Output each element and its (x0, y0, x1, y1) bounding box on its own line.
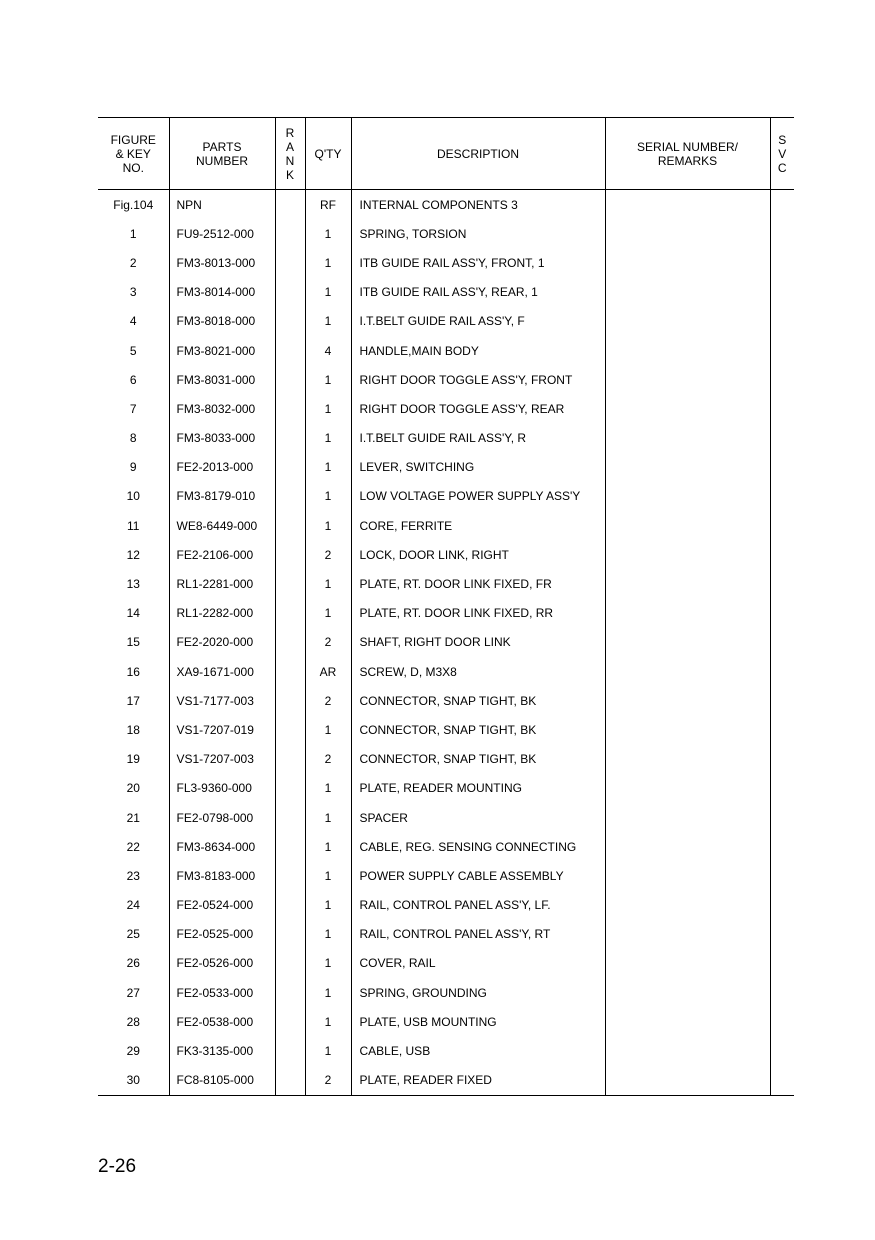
table-row (98, 540, 794, 569)
qty-cell: AR (305, 657, 351, 686)
part-number-cell: FM3-8183-000 (169, 861, 275, 890)
rank-cell (275, 1036, 305, 1065)
part-number-cell: FE2-0524-000 (169, 891, 275, 920)
qty-cell: 1 (305, 832, 351, 861)
figure-key-cell: 2 (129, 255, 137, 270)
rank-cell (275, 774, 305, 803)
header-line: Q'TY (314, 146, 342, 161)
header-line: PARTS (202, 139, 242, 154)
svc-cell (770, 861, 794, 890)
figure-key-cell: 23 (126, 868, 140, 883)
qty-cell: 1 (305, 803, 351, 832)
rank-cell (275, 394, 305, 423)
table-row (98, 482, 794, 511)
description-cell: CABLE, USB (351, 1036, 605, 1065)
svc-cell (770, 336, 794, 365)
rank-cell (275, 307, 305, 336)
rank-cell (275, 453, 305, 482)
serial-remarks-cell (605, 686, 770, 715)
header-line: REMARKS (657, 153, 718, 168)
header-description (351, 118, 605, 190)
rank-cell (275, 190, 305, 220)
qty-cell: 1 (305, 1007, 351, 1036)
qty-cell: 2 (305, 1066, 351, 1096)
qty-cell: 4 (305, 336, 351, 365)
qty-cell: 2 (305, 686, 351, 715)
serial-remarks-cell (605, 219, 770, 248)
rank-cell (275, 278, 305, 307)
description-cell: SPRING, GROUNDING (351, 978, 605, 1007)
description-cell: CORE, FERRITE (351, 511, 605, 540)
rank-cell (275, 715, 305, 744)
description-cell: SHAFT, RIGHT DOOR LINK (351, 628, 605, 657)
description-cell: PLATE, READER MOUNTING (351, 774, 605, 803)
header-line: & KEY (115, 146, 151, 161)
table-row (98, 394, 794, 423)
description-cell: CONNECTOR, SNAP TIGHT, BK (351, 715, 605, 744)
rank-cell (275, 920, 305, 949)
serial-remarks-cell (605, 599, 770, 628)
serial-remarks-cell (605, 978, 770, 1007)
header-qty (305, 118, 351, 190)
svc-cell (770, 949, 794, 978)
table-row (98, 365, 794, 394)
svc-cell (770, 1036, 794, 1065)
part-number-cell: VS1-7177-003 (169, 686, 275, 715)
table-row (98, 1007, 794, 1036)
table-row (98, 861, 794, 890)
svc-cell (770, 745, 794, 774)
svc-cell (770, 599, 794, 628)
part-number-cell: FE2-0526-000 (169, 949, 275, 978)
part-number-cell: FE2-0538-000 (169, 1007, 275, 1036)
rank-cell (275, 482, 305, 511)
qty-cell: 2 (305, 540, 351, 569)
rank-cell (275, 832, 305, 861)
description-cell: SPACER (351, 803, 605, 832)
figure-key-cell: 21 (126, 810, 140, 825)
svc-cell (770, 190, 794, 220)
page-number: 2-26 (98, 1156, 137, 1177)
table-row (98, 803, 794, 832)
figure-key-cell: 22 (126, 839, 140, 854)
description-cell: RIGHT DOOR TOGGLE ASS'Y, REAR (351, 394, 605, 423)
qty-cell: 1 (305, 1036, 351, 1065)
table-row (98, 190, 794, 220)
description-cell: PLATE, USB MOUNTING (351, 1007, 605, 1036)
header-line: FIGURE (110, 132, 156, 147)
serial-remarks-cell (605, 832, 770, 861)
serial-remarks-cell (605, 657, 770, 686)
header-rank (275, 118, 305, 190)
qty-cell: 1 (305, 365, 351, 394)
description-cell: CONNECTOR, SNAP TIGHT, BK (351, 745, 605, 774)
part-number-cell: FM3-8033-000 (169, 424, 275, 453)
figure-key-cell: 13 (126, 577, 140, 592)
part-number-cell: FE2-0525-000 (169, 920, 275, 949)
header-line: A (285, 139, 294, 154)
table-row (98, 248, 794, 277)
rank-cell (275, 599, 305, 628)
figure-key-cell: 26 (126, 956, 140, 971)
serial-remarks-cell (605, 803, 770, 832)
part-number-cell: FE2-2013-000 (169, 453, 275, 482)
table-row (98, 453, 794, 482)
svc-cell (770, 628, 794, 657)
serial-remarks-cell (605, 424, 770, 453)
table-row (98, 511, 794, 540)
description-cell: I.T.BELT GUIDE RAIL ASS'Y, R (351, 424, 605, 453)
svc-cell (770, 394, 794, 423)
figure-key-cell: 29 (126, 1044, 140, 1059)
svc-cell (770, 774, 794, 803)
qty-cell: 1 (305, 307, 351, 336)
part-number-cell: NPN (169, 190, 275, 220)
svc-cell (770, 569, 794, 598)
serial-remarks-cell (605, 745, 770, 774)
svc-cell (770, 1007, 794, 1036)
description-cell: SPRING, TORSION (351, 219, 605, 248)
svc-cell (770, 511, 794, 540)
svc-cell (770, 424, 794, 453)
description-cell: PLATE, RT. DOOR LINK FIXED, RR (351, 599, 605, 628)
qty-cell: 1 (305, 248, 351, 277)
table-row (98, 715, 794, 744)
description-cell: COVER, RAIL (351, 949, 605, 978)
part-number-cell: FM3-8021-000 (169, 336, 275, 365)
qty-cell: 1 (305, 891, 351, 920)
description-cell: LOW VOLTAGE POWER SUPPLY ASS'Y (351, 482, 605, 511)
part-number-cell: FE2-2106-000 (169, 540, 275, 569)
qty-cell: 1 (305, 599, 351, 628)
figure-key-cell: 8 (129, 431, 137, 446)
header-svc (770, 118, 794, 190)
figure-key-cell: 14 (126, 606, 140, 621)
rank-cell (275, 1007, 305, 1036)
qty-cell: 1 (305, 511, 351, 540)
table-row (98, 686, 794, 715)
header-line: R (285, 125, 295, 140)
svc-cell (770, 891, 794, 920)
qty-cell: 1 (305, 278, 351, 307)
part-number-cell: FM3-8013-000 (169, 248, 275, 277)
figure-key-cell: 4 (129, 314, 137, 329)
svc-cell (770, 365, 794, 394)
table-row (98, 949, 794, 978)
rank-cell (275, 365, 305, 394)
header-line: SERIAL NUMBER/ (637, 139, 738, 154)
parts-list-table (98, 117, 794, 1096)
svc-cell (770, 803, 794, 832)
serial-remarks-cell (605, 1036, 770, 1065)
part-number-cell: VS1-7207-003 (169, 745, 275, 774)
figure-key-cell: 17 (126, 693, 140, 708)
part-number-cell: FE2-0798-000 (169, 803, 275, 832)
part-number-cell: VS1-7207-019 (169, 715, 275, 744)
qty-cell: 2 (305, 628, 351, 657)
description-cell: LOCK, DOOR LINK, RIGHT (351, 540, 605, 569)
part-number-cell: RL1-2281-000 (169, 569, 275, 598)
description-cell: HANDLE,MAIN BODY (351, 336, 605, 365)
header-parts-number (169, 118, 275, 190)
figure-key-cell: 24 (126, 898, 140, 913)
description-cell: POWER SUPPLY CABLE ASSEMBLY (351, 861, 605, 890)
figure-key-cell: 10 (126, 489, 140, 504)
table-row (98, 628, 794, 657)
serial-remarks-cell (605, 336, 770, 365)
table-row (98, 336, 794, 365)
figure-key-cell: 12 (126, 547, 140, 562)
figure-key-cell: 5 (129, 343, 137, 358)
serial-remarks-cell (605, 920, 770, 949)
part-number-cell: RL1-2282-000 (169, 599, 275, 628)
header-line: NUMBER (195, 153, 248, 168)
svc-cell (770, 248, 794, 277)
description-cell: LEVER, SWITCHING (351, 453, 605, 482)
rank-cell (275, 1066, 305, 1096)
header-line: S (778, 132, 787, 147)
serial-remarks-cell (605, 540, 770, 569)
qty-cell: RF (305, 190, 351, 220)
serial-remarks-cell (605, 861, 770, 890)
description-cell: PLATE, READER FIXED (351, 1066, 605, 1096)
rank-cell (275, 686, 305, 715)
figure-key-cell: 20 (126, 781, 140, 796)
part-number-cell: FM3-8634-000 (169, 832, 275, 861)
header-line: NO. (122, 160, 144, 175)
serial-remarks-cell (605, 628, 770, 657)
qty-cell: 1 (305, 453, 351, 482)
svc-cell (770, 453, 794, 482)
table-row (98, 1066, 794, 1096)
figure-key-cell: 7 (129, 401, 137, 416)
description-cell: I.T.BELT GUIDE RAIL ASS'Y, F (351, 307, 605, 336)
part-number-cell: XA9-1671-000 (169, 657, 275, 686)
serial-remarks-cell (605, 891, 770, 920)
rank-cell (275, 336, 305, 365)
part-number-cell: FL3-9360-000 (169, 774, 275, 803)
svc-cell (770, 978, 794, 1007)
rank-cell (275, 803, 305, 832)
description-cell: RAIL, CONTROL PANEL ASS'Y, LF. (351, 891, 605, 920)
figure-key-cell: 11 (127, 518, 140, 533)
description-cell: PLATE, RT. DOOR LINK FIXED, FR (351, 569, 605, 598)
figure-key-cell: 3 (129, 285, 137, 300)
figure-key-cell: 19 (126, 752, 140, 767)
rank-cell (275, 978, 305, 1007)
svc-cell (770, 715, 794, 744)
qty-cell: 1 (305, 715, 351, 744)
figure-key-cell: 1 (129, 226, 137, 241)
figure-key-cell: 15 (126, 635, 140, 650)
table-row (98, 774, 794, 803)
table-row (98, 599, 794, 628)
qty-cell: 2 (305, 745, 351, 774)
serial-remarks-cell (605, 453, 770, 482)
rank-cell (275, 861, 305, 890)
qty-cell: 1 (305, 394, 351, 423)
serial-remarks-cell (605, 569, 770, 598)
svc-cell (770, 278, 794, 307)
table-row (98, 832, 794, 861)
figure-key-cell: 6 (129, 372, 137, 387)
rank-cell (275, 424, 305, 453)
rank-cell (275, 219, 305, 248)
rank-cell (275, 657, 305, 686)
serial-remarks-cell (605, 1007, 770, 1036)
table-row (98, 891, 794, 920)
header-figure-key-no (98, 118, 169, 190)
header-line: V (778, 146, 787, 161)
rank-cell (275, 248, 305, 277)
qty-cell: 1 (305, 861, 351, 890)
qty-cell: 1 (305, 949, 351, 978)
serial-remarks-cell (605, 365, 770, 394)
figure-key-cell: 16 (126, 664, 140, 679)
qty-cell: 1 (305, 774, 351, 803)
parts-list-body (98, 190, 794, 1096)
description-cell: CONNECTOR, SNAP TIGHT, BK (351, 686, 605, 715)
description-cell: ITB GUIDE RAIL ASS'Y, REAR, 1 (351, 278, 605, 307)
rank-cell (275, 540, 305, 569)
rank-cell (275, 569, 305, 598)
description-cell: INTERNAL COMPONENTS 3 (351, 190, 605, 220)
serial-remarks-cell (605, 482, 770, 511)
header-serial-number-remarks (605, 118, 770, 190)
qty-cell: 1 (305, 978, 351, 1007)
description-cell: CABLE, REG. SENSING CONNECTING (351, 832, 605, 861)
svc-cell (770, 307, 794, 336)
svc-cell (770, 832, 794, 861)
header-line: K (285, 167, 294, 182)
description-cell: SCREW, D, M3X8 (351, 657, 605, 686)
qty-cell: 1 (305, 424, 351, 453)
part-number-cell: FM3-8179-010 (169, 482, 275, 511)
description-cell: ITB GUIDE RAIL ASS'Y, FRONT, 1 (351, 248, 605, 277)
part-number-cell: FM3-8014-000 (169, 278, 275, 307)
table-row (98, 657, 794, 686)
serial-remarks-cell (605, 394, 770, 423)
header-line: C (777, 160, 787, 175)
table-row (98, 920, 794, 949)
part-number-cell: FM3-8032-000 (169, 394, 275, 423)
figure-key-cell: 18 (126, 722, 140, 737)
header-row (98, 118, 794, 190)
serial-remarks-cell (605, 190, 770, 220)
figure-key-cell: 30 (98, 1066, 169, 1096)
rank-cell (275, 628, 305, 657)
serial-remarks-cell (605, 774, 770, 803)
qty-cell: 1 (305, 482, 351, 511)
svc-cell (770, 686, 794, 715)
table-row (98, 745, 794, 774)
table-row (98, 219, 794, 248)
rank-cell (275, 745, 305, 774)
description-cell: RIGHT DOOR TOGGLE ASS'Y, FRONT (351, 365, 605, 394)
rank-cell (275, 891, 305, 920)
header-line: DESCRIPTION (436, 146, 519, 161)
svc-cell (770, 1066, 794, 1096)
serial-remarks-cell (605, 949, 770, 978)
svc-cell (770, 540, 794, 569)
figure-key-cell: 28 (126, 1014, 140, 1029)
serial-remarks-cell (605, 307, 770, 336)
table-row (98, 278, 794, 307)
serial-remarks-cell (605, 511, 770, 540)
svc-cell (770, 219, 794, 248)
serial-remarks-cell (605, 1066, 770, 1096)
qty-cell: 1 (305, 920, 351, 949)
table-row (98, 1036, 794, 1065)
figure-key-cell: 9 (129, 460, 137, 475)
serial-remarks-cell (605, 248, 770, 277)
qty-cell: 1 (305, 569, 351, 598)
part-number-cell: FM3-8031-000 (169, 365, 275, 394)
table-row (98, 569, 794, 598)
figure-key-cell: 25 (126, 927, 140, 942)
svc-cell (770, 657, 794, 686)
serial-remarks-cell (605, 715, 770, 744)
svc-cell (770, 920, 794, 949)
part-number-cell: FU9-2512-000 (169, 219, 275, 248)
rank-cell (275, 949, 305, 978)
table-row (98, 307, 794, 336)
part-number-cell: FE2-2020-000 (169, 628, 275, 657)
description-cell: RAIL, CONTROL PANEL ASS'Y, RT (351, 920, 605, 949)
svc-cell (770, 482, 794, 511)
header-line: N (285, 153, 295, 168)
part-number-cell: WE8-6449-000 (169, 511, 275, 540)
part-number-cell: FM3-8018-000 (169, 307, 275, 336)
table-row (98, 424, 794, 453)
rank-cell (275, 511, 305, 540)
figure-key-cell: 27 (126, 985, 140, 1000)
qty-cell: 1 (305, 219, 351, 248)
table-row (98, 978, 794, 1007)
serial-remarks-cell (605, 278, 770, 307)
part-number-cell: FE2-0533-000 (169, 978, 275, 1007)
part-number-cell: FK3-3135-000 (169, 1036, 275, 1065)
part-number-cell: FC8-8105-000 (169, 1066, 275, 1096)
figure-key-cell: Fig.104 (113, 197, 154, 212)
